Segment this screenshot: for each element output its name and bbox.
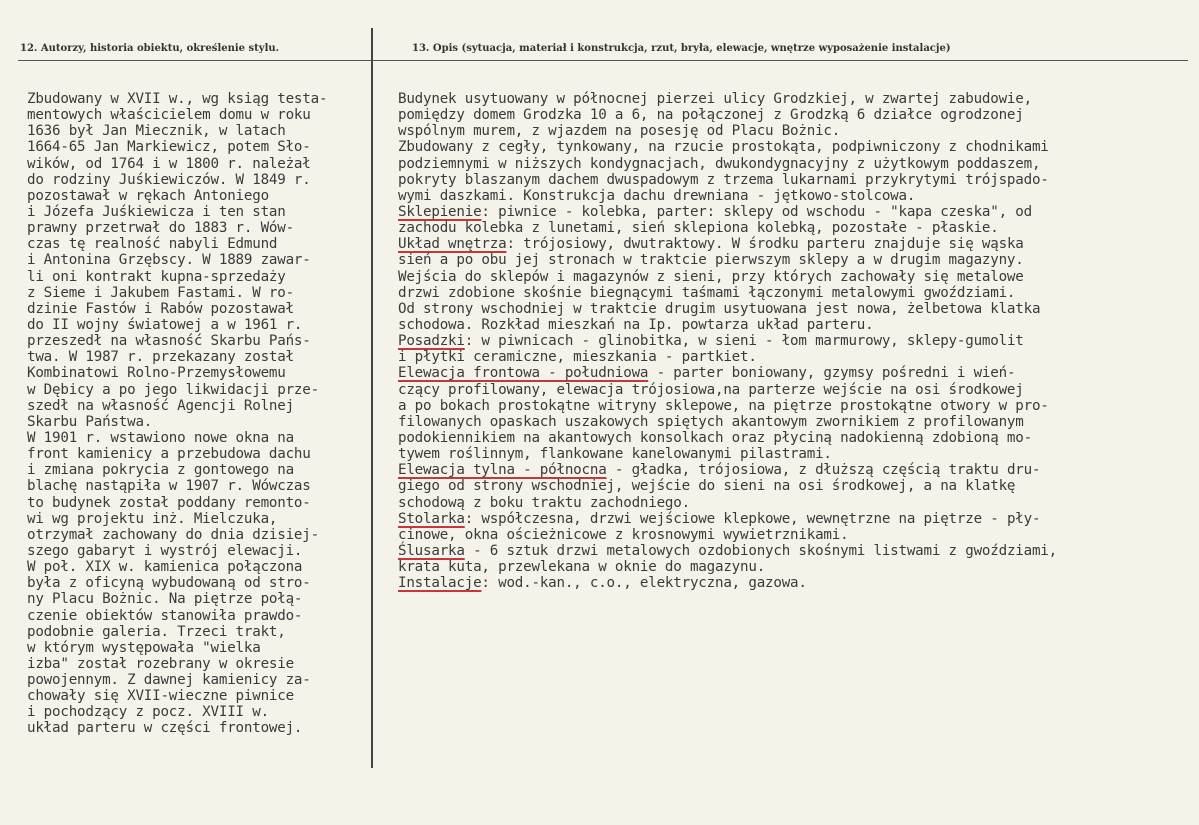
history-line: czas tę realność nabyli Edmund	[27, 236, 278, 253]
line-text: cinowe, okna ościeżnicowe z krosnowymi wywietrznikami.	[398, 526, 849, 543]
history-line: li oni kontrakt kupna-sprzedaży	[27, 268, 286, 285]
description-line	[398, 156, 1188, 172]
history-line: Skarbu Państwa.	[27, 413, 153, 430]
description-line	[398, 139, 1188, 155]
history-line: powojennym. Z dawnej kamienicy za-	[27, 672, 311, 689]
history-line: to budynek został poddany remonto-	[27, 494, 311, 511]
line-text: i płytki ceramiczne, mieszkania - partkiet.	[398, 349, 757, 366]
line-text: Zbudowany z cegły, tynkowany, na rzucie prostokąta, podpiwniczony z chodnikami	[398, 139, 1049, 156]
history-line: podobnie galeria. Trzeci trakt,	[27, 623, 286, 640]
history-line: mentowych właścicielem domu w roku	[27, 107, 311, 124]
history-line: 1664-65 Jan Markiewicz, potem Sło-	[27, 139, 311, 156]
description-line	[398, 495, 1188, 511]
column-divider	[371, 28, 373, 768]
section-heading: Ślusarka	[398, 542, 465, 559]
description-line	[398, 527, 1188, 543]
line-text: Budynek usytuowany w północnej pierzei ulicy Grodzkiej, w zwartej zabudowie,	[398, 91, 1032, 107]
history-line: i zmiana pokrycia z gontowego na	[27, 462, 294, 479]
description-line	[398, 301, 1188, 317]
description-line	[398, 236, 1188, 252]
history-line: w Dębicy a po jego likwidacji prze-	[27, 381, 319, 398]
description-line	[398, 543, 1188, 559]
history-line: blachę nastąpiła w 1907 r. Wówczas	[27, 478, 311, 495]
history-line: 1636 był Jan Miecznik, w latach	[27, 123, 286, 140]
history-line: czenie obiektów stanowiła prawdo-	[27, 607, 303, 624]
section-heading: Sklepienie	[398, 203, 482, 220]
history-line: i Antonina Grzębscy. W 1889 zawar-	[27, 252, 311, 269]
line-text: a po bokach prostokątne witryny sklepowe, na piętrze prostokątne otwory w pro-	[398, 397, 1049, 414]
section-heading: Stolarka	[398, 510, 465, 527]
history-line: szego gabaryt i wystrój elewacji.	[27, 542, 303, 559]
section-heading: Układ wnętrza	[398, 236, 507, 253]
history-line: wi wg projektu inż. Mielczuka,	[27, 510, 278, 527]
history-line: otrzymał zachowany do dnia dzisiej-	[27, 526, 319, 543]
description-line	[398, 333, 1188, 349]
description-line	[398, 398, 1188, 414]
history-line: szedł na własność Agencji Rolnej	[27, 397, 294, 414]
history-line: ny Placu Bożnic. Na piętrze połą-	[27, 591, 303, 608]
description-line	[398, 204, 1188, 220]
description-line	[398, 269, 1188, 285]
history-line: do II wojny światowej a w 1961 r.	[27, 316, 303, 333]
history-line: do rodziny Juśkiewiczów. W 1849 r.	[27, 171, 311, 188]
line-text: wymi daszkami. Konstrukcja dachu drewniana - jętkowo-stolcowa.	[398, 187, 916, 204]
history-line: izba" został rozebrany w okresie	[27, 655, 294, 672]
line-text: schodowa. Rozkład mieszkań na Ip. powtarza układ parteru.	[398, 316, 874, 333]
description-line	[398, 123, 1188, 139]
line-text: : piwnice - kolebka, parter: sklepy od wschodu - "kapa czeska", od	[481, 203, 1032, 220]
history-line: chowały się XVII-wieczne piwnice	[27, 688, 294, 705]
line-text: Od strony wschodniej w traktcie drugim usytuowana jest nowa, żelbetowa klatka	[398, 300, 1041, 317]
line-text: podziemnymi w niższych kondygnacjach, dwukondygnacyjny z użytkowym poddaszem,	[398, 155, 1041, 172]
line-text: : trójosiowy, dwutraktowy. W środku parteru znajduje się wąska	[506, 236, 1024, 253]
description-line	[398, 91, 1188, 107]
description-line	[398, 575, 1188, 591]
description-line	[398, 462, 1188, 478]
line-text: : współczesna, drzwi wejściowe klepkowe, wewnętrzne na piętrze - pły-	[464, 510, 1041, 527]
line-text: podokiennikiem na akantowych konsolkach oraz płyciną nadokienną zdobioną mo-	[398, 429, 1032, 446]
line-text: tywem roślinnym, flankowane kanelowanymi pilastrami.	[398, 446, 832, 463]
description-line	[398, 430, 1188, 446]
description-line	[398, 446, 1188, 462]
history-line: twa. W 1987 r. przekazany został	[27, 349, 294, 366]
line-text: wspólnym murem, z wjazdem na posesję od Placu Bożnic.	[398, 123, 841, 140]
section-heading: Instalacje	[398, 575, 482, 592]
line-text: czący profilowany, elewacja trójosiowa,na parterze wejście na osi środkowej	[398, 381, 1024, 398]
history-line: wików, od 1764 i w 1800 r. należał	[27, 155, 311, 172]
description-line	[398, 382, 1188, 398]
description-line	[398, 511, 1188, 527]
line-text: giego od strony wschodniej, wejście do sieni na osi środkowej, a na klatkę	[398, 478, 1016, 495]
description-line	[398, 220, 1188, 236]
line-text: - 6 sztuk drzwi metalowych ozdobionych skośnymi listwami z gwoździami,	[464, 542, 1057, 559]
description-line	[398, 365, 1188, 381]
history-line: front kamienicy a przebudowa dachu	[27, 446, 311, 463]
section-heading: Elewacja frontowa - południowa	[398, 365, 649, 382]
history-line: pozostawał w rękach Antoniego	[27, 187, 269, 204]
history-line: dzinie Fastów i Rabów pozostawał	[27, 300, 294, 317]
section-12-header: 12. Autorzy, historia obiektu, określenie stylu.	[20, 43, 280, 54]
line-text: : w piwnicach - glinobitka, w sieni - łom marmurowy, sklepy-gumolit	[464, 333, 1024, 350]
line-text: : wod.-kan., c.o., elektryczna, gazowa.	[481, 575, 807, 592]
line-text: - parter boniowany, gzymsy pośredni i wień-	[648, 365, 1016, 382]
line-text: pokryty blaszanym dachem dwuspadowym z trzema lukarnami przykrytymi trójspado-	[398, 171, 1049, 188]
history-line: W 1901 r. wstawiono nowe okna na	[27, 429, 294, 446]
description-line	[398, 107, 1188, 123]
history-line: i Józefa Juśkiewicza i ten stan	[27, 203, 286, 220]
description-line	[398, 252, 1188, 268]
section-heading: Posadzki	[398, 333, 465, 350]
line-text: Wejścia do sklepów i magazynów z sieni, przy których zachowały się metalowe	[398, 268, 1024, 285]
section-13-header: 13. Opis (sytuacja, materiał i konstrukcja, rzut, bryła, elewacje, wnętrze wyposażenie instalacje)	[412, 43, 951, 54]
history-line: Kombinatowi Rolno-Przemysłowemu	[27, 365, 286, 382]
description-line	[398, 317, 1188, 333]
description-line	[398, 188, 1188, 204]
line-text: - gładka, trójosiowa, z dłuższą częścią traktu dru-	[606, 462, 1041, 479]
line-text: filowanych opaskach uszakowych spiętych akantowym zwornikiem z profilowanym	[398, 413, 1024, 430]
description-line	[398, 172, 1188, 188]
line-text: zachodu kolebka z lunetami, sień sklepiona kolebką, pozostałe - płaskie.	[398, 220, 999, 237]
history-line: przeszedł na własność Skarbu Pańs-	[27, 333, 311, 350]
description-text-column	[398, 91, 1188, 591]
line-text: schodową z boku traktu zachodniego.	[398, 494, 690, 511]
description-line	[398, 414, 1188, 430]
history-line: z Sieme i Jakubem Fastami. W ro-	[27, 284, 294, 301]
description-line	[398, 478, 1188, 494]
history-line: prawny przetrwał do 1883 r. Wów-	[27, 220, 294, 237]
history-line: układ parteru w części frontowej.	[27, 720, 303, 737]
history-text-column	[27, 91, 367, 737]
history-line: w którym występowała "wielka	[27, 639, 261, 656]
history-line: Zbudowany w XVII w., wg ksiąg testa-	[27, 91, 328, 107]
section-heading: Elewacja tylna - północna	[398, 462, 607, 479]
history-line: W poł. XIX w. kamienica połączona	[27, 559, 303, 576]
line-text: sień a po obu jej stronach w traktcie pierwszym sklepy a w drugim magazyny.	[398, 252, 1024, 269]
description-line	[398, 349, 1188, 365]
line-text: pomiędzy domem Grodzka 10 a 6, na połączonej z Grodzką 6 działce ogrodzonej	[398, 107, 1024, 124]
history-line: i pochodzący z pocz. XVIII w.	[27, 704, 269, 721]
line-text: krata kuta, przewlekana w oknie do magazynu.	[398, 559, 766, 576]
line-text: drzwi zdobione skośnie biegnącymi taśmami łączonymi metalowymi gwoździami.	[398, 284, 1016, 301]
header-rule	[18, 60, 1188, 61]
history-line: była z oficyną wybudowaną od stro-	[27, 575, 311, 592]
description-line	[398, 285, 1188, 301]
description-line	[398, 559, 1188, 575]
